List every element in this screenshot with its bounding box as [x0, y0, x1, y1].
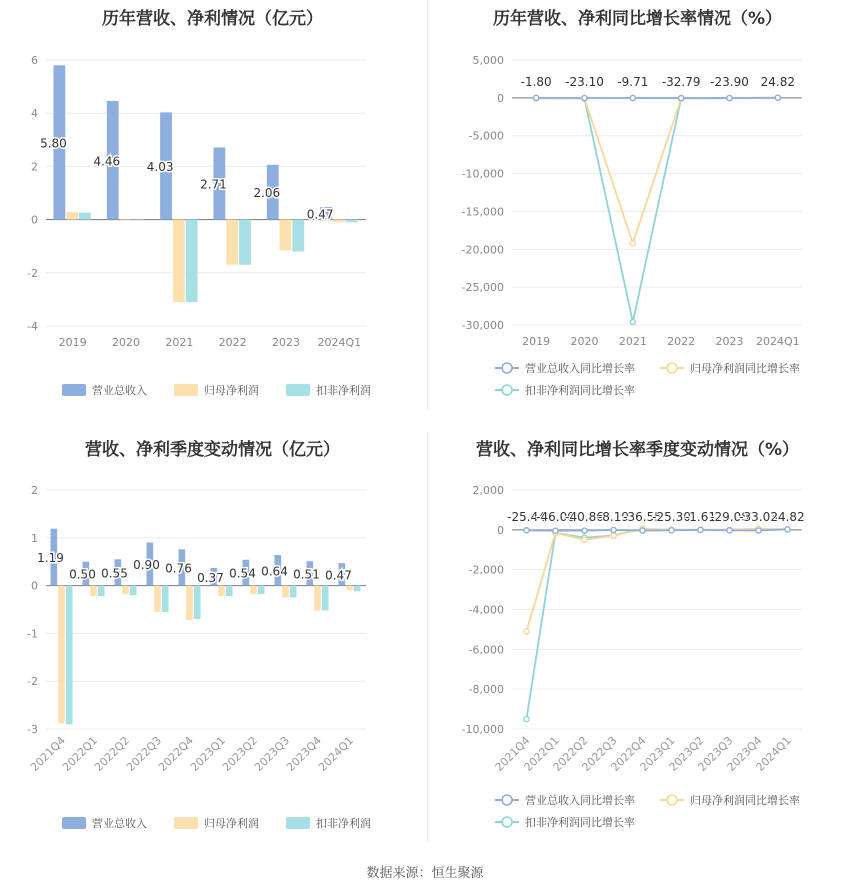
x-tick-label: 2022 — [667, 335, 696, 348]
data-label: 0.37 — [197, 570, 224, 585]
x-tick-label: 2022Q1 — [521, 733, 562, 774]
data-point — [611, 527, 616, 532]
data-point — [534, 95, 539, 100]
y-tick-label: -5,000 — [468, 129, 504, 143]
data-point — [679, 96, 684, 101]
annual-growth-chart-panel — [425, 0, 850, 420]
data-point — [630, 95, 635, 100]
y-tick-label: 1 — [31, 531, 38, 545]
data-label: -8.19 — [597, 510, 630, 524]
bar-deducted-net-profit — [186, 220, 198, 302]
data-label: -40.86 — [565, 510, 604, 524]
y-tick-label: -2 — [27, 266, 38, 280]
y-tick-label: 0 — [497, 523, 504, 537]
legend-label: 扣非净利润 — [316, 817, 371, 830]
data-label: -23.10 — [565, 75, 604, 89]
bar-deducted-net-profit — [292, 220, 304, 252]
data-label: 5.80 — [40, 136, 67, 151]
bar-net-profit — [250, 586, 257, 595]
bar-deducted-net-profit — [258, 586, 265, 595]
y-tick-label: -15,000 — [461, 205, 504, 219]
data-label: 2.71 — [200, 177, 227, 192]
data-point — [582, 95, 587, 100]
data-point — [775, 95, 780, 100]
bar-deducted-net-profit — [322, 586, 329, 611]
x-tick-label: 2023Q1 — [637, 733, 678, 774]
legend-swatch — [286, 384, 310, 396]
bar-deducted-net-profit — [290, 586, 297, 598]
quarterly-growth-chart-title: 营收、净利同比增长率季度变动情况（%） — [475, 440, 800, 460]
data-label: -9.71 — [617, 75, 649, 89]
bar-deducted-net-profit — [79, 213, 91, 220]
bar-deducted-net-profit — [66, 586, 73, 725]
series-line — [536, 98, 778, 322]
x-tick-label: 2023Q3 — [252, 733, 293, 774]
x-tick-label: 2020 — [112, 336, 140, 349]
data-label: -29.08 — [710, 510, 749, 524]
legend-marker — [667, 795, 677, 805]
y-tick-label: 2,000 — [472, 484, 504, 497]
x-tick-label: 2023Q4 — [284, 733, 325, 774]
bar-net-profit — [122, 586, 129, 595]
x-tick-label: 2022Q4 — [156, 733, 197, 774]
data-label: 4.03 — [146, 160, 174, 175]
x-tick-label: 2023Q4 — [724, 733, 765, 774]
legend-label: 归母净利润 — [204, 384, 259, 397]
x-tick-label: 2022Q2 — [550, 733, 591, 774]
bar-deducted-net-profit — [239, 220, 251, 265]
x-tick-label: 2023Q2 — [220, 733, 261, 774]
quarterly-growth-line-chart — [425, 425, 850, 855]
bar-net-profit — [314, 586, 321, 611]
quarterly-bar-chart — [0, 425, 425, 855]
data-label: -1.80 — [520, 75, 552, 89]
x-tick-label: 2022Q2 — [92, 733, 133, 774]
data-point — [524, 528, 529, 533]
legend-marker — [502, 385, 512, 395]
bar-net-profit — [90, 586, 97, 597]
bar-net-profit — [280, 220, 292, 251]
data-label: 2.06 — [253, 186, 281, 201]
x-tick-label: 2024Q1 — [753, 733, 794, 774]
y-tick-label: -30,000 — [461, 319, 504, 332]
bar-deducted-net-profit — [194, 586, 201, 619]
bar-net-profit — [173, 220, 185, 302]
bar-deducted-net-profit — [98, 586, 105, 597]
data-label: -1.61 — [684, 510, 717, 524]
legend-marker — [502, 817, 512, 827]
x-tick-label: 2021Q4 — [492, 733, 533, 774]
data-label: -25.30 — [652, 510, 691, 524]
y-tick-label: 0 — [31, 213, 38, 227]
data-point — [727, 95, 732, 100]
legend-label: 归母净利润 — [204, 817, 259, 830]
x-tick-label: 2021 — [618, 335, 647, 348]
data-label: 0.76 — [165, 561, 192, 576]
series-line — [527, 529, 788, 632]
x-tick-label: 2023 — [715, 335, 744, 348]
bar-net-profit — [218, 586, 225, 597]
legend-label: 营业总收入同比增长率 — [525, 794, 635, 807]
y-tick-label: 2 — [31, 160, 38, 174]
x-tick-label: 2022Q4 — [608, 733, 649, 774]
bar-net-profit — [120, 220, 132, 221]
bar-deducted-net-profit — [132, 220, 144, 221]
bar-net-profit — [226, 220, 238, 265]
y-tick-label: -2,000 — [468, 563, 504, 577]
data-label: 1.19 — [37, 551, 64, 566]
legend-label: 扣非净利润 — [316, 384, 371, 397]
data-point — [524, 629, 529, 634]
y-tick-label: -10,000 — [461, 723, 504, 736]
data-point — [524, 716, 529, 721]
x-tick-label: 2024Q1 — [317, 336, 362, 349]
x-tick-label: 2023 — [272, 336, 300, 349]
quarterly-chart-title: 营收、净利季度变动情况（亿元） — [85, 440, 340, 460]
y-tick-label: 4 — [31, 107, 38, 121]
y-tick-label: -6,000 — [468, 643, 504, 657]
bar-deducted-net-profit — [162, 586, 169, 612]
x-tick-label: 2023Q3 — [695, 733, 736, 774]
bar-net-profit — [333, 220, 345, 223]
y-tick-label: -25,000 — [461, 281, 504, 295]
legend-label: 营业总收入同比增长率 — [525, 362, 635, 375]
legend-swatch — [62, 384, 86, 396]
legend-marker — [502, 363, 512, 373]
annual-chart-title: 历年营收、净利情况（亿元） — [102, 9, 323, 29]
legend-swatch — [174, 817, 198, 829]
y-tick-label: 5,000 — [472, 54, 504, 67]
x-tick-label: 2022 — [218, 336, 247, 349]
y-tick-label: -4 — [27, 320, 38, 333]
x-tick-label: 2024Q1 — [756, 335, 800, 348]
data-label: 0.54 — [229, 566, 256, 581]
legend-label: 归母净利润同比增长率 — [690, 794, 800, 807]
data-label: 0.47 — [306, 207, 334, 222]
data-label: -23.90 — [710, 75, 749, 89]
legend-label: 扣非净利润同比增长率 — [525, 816, 635, 829]
bar-deducted-net-profit — [354, 586, 361, 592]
annual-bar-chart-panel — [0, 0, 425, 420]
legend-marker — [667, 363, 677, 373]
bar-net-profit — [154, 586, 161, 612]
bar-net-profit — [282, 586, 289, 598]
data-label: 0.47 — [325, 568, 352, 583]
data-label: 0.50 — [69, 567, 96, 582]
legend-label: 扣非净利润同比增长率 — [525, 384, 635, 397]
y-tick-label: 6 — [31, 54, 38, 67]
y-tick-label: 0 — [31, 579, 38, 593]
bar-deducted-net-profit — [346, 220, 358, 223]
data-label: 24.82 — [770, 510, 805, 524]
quarterly-bar-chart-panel — [0, 425, 425, 855]
x-tick-label: 2023Q1 — [188, 733, 229, 774]
series-line — [527, 529, 788, 719]
data-point — [785, 527, 790, 532]
data-label: 4.46 — [93, 154, 121, 169]
data-point — [582, 528, 587, 533]
data-label: 0.64 — [261, 564, 288, 579]
y-tick-label: -20,000 — [461, 243, 504, 257]
bar-deducted-net-profit — [226, 586, 233, 597]
y-tick-label: 0 — [497, 91, 504, 105]
legend-label: 归母净利润同比增长率 — [690, 362, 800, 375]
data-source: 数据来源：恒生聚源 — [366, 866, 484, 881]
y-tick-label: -10,000 — [461, 167, 504, 181]
legend-swatch — [286, 817, 310, 829]
data-point — [640, 528, 645, 533]
annual-bar-chart — [0, 0, 425, 420]
x-tick-label: 2019 — [522, 335, 551, 348]
bar-net-profit — [58, 586, 65, 724]
bar-deducted-net-profit — [130, 586, 137, 596]
data-label: -32.79 — [661, 75, 701, 89]
data-label: 0.55 — [101, 566, 128, 581]
data-point — [630, 241, 635, 246]
annual-growth-chart-title: 历年营收、净利同比增长率情况（%） — [492, 9, 783, 29]
data-point — [630, 319, 635, 324]
x-tick-label: 2021 — [165, 336, 194, 349]
data-label: -46.00 — [536, 510, 575, 524]
quarterly-growth-chart-panel — [425, 425, 850, 855]
bar-net-profit — [66, 212, 78, 219]
legend-swatch — [62, 817, 86, 829]
data-point — [611, 533, 616, 538]
x-tick-label: 2020 — [570, 335, 599, 348]
legend-label: 营业总收入 — [92, 384, 147, 397]
data-label: -25.44 — [507, 510, 546, 524]
x-tick-label: 2023Q2 — [666, 733, 707, 774]
bar-net-profit — [346, 586, 353, 591]
legend-label: 营业总收入 — [92, 817, 147, 830]
x-tick-label: 2022Q3 — [124, 733, 165, 774]
data-point — [582, 537, 587, 542]
x-tick-label: 2022Q3 — [579, 733, 620, 774]
bar-net-profit — [186, 586, 193, 620]
data-point — [756, 528, 761, 533]
x-tick-label: 2024Q1 — [316, 733, 357, 774]
data-point — [669, 528, 674, 533]
legend-marker — [502, 795, 512, 805]
y-tick-label: -1 — [27, 627, 38, 641]
data-label: -36.55 — [623, 510, 662, 524]
y-tick-label: -2 — [27, 675, 38, 689]
y-tick-label: -8,000 — [468, 683, 504, 697]
data-label: 24.82 — [760, 75, 796, 89]
y-tick-label: 2 — [31, 484, 38, 497]
data-point — [698, 527, 703, 532]
data-point — [727, 528, 732, 533]
series-line — [536, 98, 778, 243]
data-point — [553, 528, 558, 533]
x-tick-label: 2021Q4 — [28, 733, 69, 774]
annual-growth-line-chart — [425, 0, 850, 420]
y-tick-label: -3 — [27, 723, 38, 736]
data-label: 0.90 — [133, 558, 160, 573]
data-label: 0.51 — [293, 567, 320, 582]
data-label: -33.03 — [739, 510, 778, 524]
legend-swatch — [174, 384, 198, 396]
x-tick-label: 2019 — [58, 336, 87, 349]
y-tick-label: -4,000 — [468, 603, 504, 617]
x-tick-label: 2022Q1 — [60, 733, 101, 774]
